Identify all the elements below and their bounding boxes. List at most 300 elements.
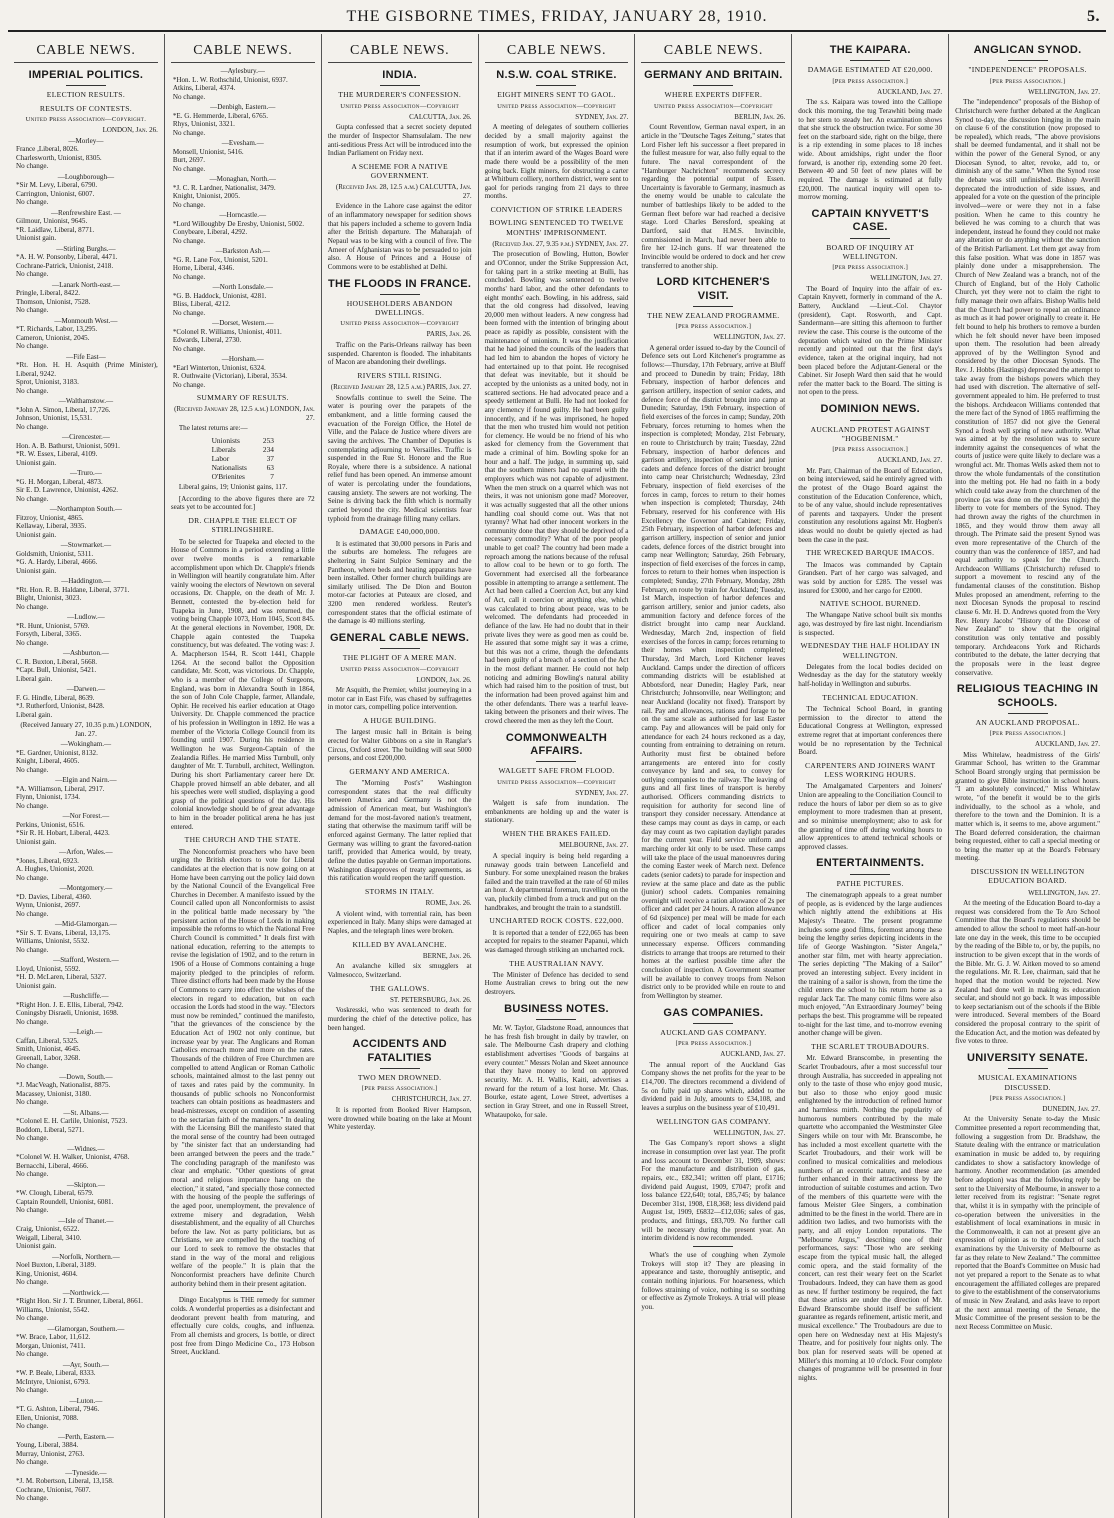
constituency-name: —Cirencester.—: [61, 433, 110, 442]
candidate-line: *G. H. Morgan, Liberal, 4873.: [16, 477, 103, 486]
seat-count: 234: [262, 445, 274, 455]
candidate-line: No change.: [16, 1350, 49, 1359]
constituency-name: —Barkston Ash.—: [215, 247, 270, 256]
candidate-line: No change.: [172, 344, 206, 353]
article-text: It is reported that a tender of £22,065 has been accepted for repairs to the steamer Papanui, which was damaged through striking an uncharted rock.: [484, 928, 629, 954]
divider: [536, 85, 576, 86]
subhead: WHERE EXPERTS DIFFER.: [664, 90, 763, 100]
candidate-line: No change.: [16, 306, 49, 315]
subhead: THE WRECKED BARQUE IMACOS.: [806, 548, 935, 558]
candidate-line: France ,Liberal, 8026.: [16, 145, 79, 154]
candidate-line: Craig, Unionist, 6522.: [16, 1225, 80, 1234]
candidate-line: No change.: [16, 1278, 49, 1287]
party-name: O'Brienites: [211, 472, 245, 482]
constituency-name: —Loughborough—: [57, 172, 115, 181]
subhead: WHEN THE BRAKES FAILED.: [502, 829, 611, 839]
candidate-line: Smith, Unionist, 4645.: [16, 1045, 81, 1054]
election-results-list: [14, 137, 158, 1503]
candidate-line: Cameron, Unionist, 2045.: [16, 333, 90, 342]
candidate-line: Sir E. D. Lawrence, Unionist, 4262.: [16, 486, 119, 495]
candidate-line: No change.: [16, 1017, 49, 1026]
constituency-name: —Haddington.—: [61, 577, 111, 586]
dateline: WELLINGTON, Jan. 27.: [713, 333, 786, 342]
constituency-name: —Darwen.—: [66, 685, 106, 694]
headline-knyvett: CAPTAIN KNYVETT'S CASE.: [811, 207, 929, 234]
dateline: WELLINGTON, Jan. 27.: [713, 1128, 786, 1137]
candidate-line: No change.: [172, 272, 206, 281]
subhead: THE PLIGHT OF A MERE MAN.: [342, 653, 457, 663]
article-text: The Minister of Defence has decided to send Home Australian crews to bring out the new destroyers.: [484, 970, 629, 997]
summary-gains: Liberal gains, 19; Unionist gains, 117.: [178, 483, 288, 492]
dateline: AUCKLAND, Jan. 27.: [877, 456, 943, 465]
press-credit: [Per Press Association.]: [361, 1085, 438, 1093]
summary-note: [According to the above figures there are 72 seats yet to be accounted for.]: [170, 494, 315, 512]
article-text: It is estimated that 30,000 persons in Paris and the suburbs are homeless. The refugees are sheltering in Saint Sulpice Seminary and the Pantheon, where beds and heating apparatus have been installed. Other former church buildings are similarly utilised. The De Dion and Bouton motor-car factories at Puteaux are closed, and 3200 men rendered workless. Reuter's correspondent states that the official estimate of the damage is 40 millions sterling.: [327, 539, 472, 626]
candidate-line: Hon. A. B. Bathurst, Unionist, 5091.: [16, 441, 120, 450]
candidate-line: Unionist gain.: [16, 837, 57, 846]
candidate-line: *W. Clough, Liberal, 6579.: [16, 1189, 94, 1198]
candidate-line: *E. G. Hemmerde, Liberal, 6765.: [172, 111, 268, 120]
article-text: The s.s. Kaipara was towed into the Calliope dock this morning, the tug Terawhiti being made to her stern to steady her. An examination shows that she struck the obstruction twice. For some 30 feet on the starboard side, right on the bilge, there is a rip extending in some places to 18 inches wide. About amidships, right under the floor forward, is another rip, extending some 20 feet. Between 40 and 50 feet of new plates will be required. The damage is estimated at fully £20,000. The nautical inquiry will open to-morrow morning.: [798, 98, 943, 202]
column-7: [949, 34, 1106, 1518]
candidate-line: Greenall, Labor, 3268.: [16, 1053, 81, 1062]
candidate-line: Ellen, Unionist, 7088.: [16, 1413, 79, 1422]
press-credit: [Per Press Association.]: [989, 1094, 1066, 1102]
candidate-line: Conybeare, Liberal, 4292.: [172, 228, 248, 237]
subhead: DISCUSSION IN WELLINGTON EDUCATION BOARD.: [970, 867, 1085, 886]
candidate-line: Charlesworth, Unionist, 8305.: [16, 153, 102, 162]
headline-germany-britain: GERMANY AND BRITAIN.: [644, 69, 783, 82]
candidate-line: A. Hughes, Unionist, 2020.: [16, 865, 94, 874]
candidate-line: *J. M. Robertson, Liberal, 13,158.: [16, 1477, 114, 1486]
summary-table: [204, 436, 282, 481]
candidate-line: Liberal gain.: [16, 674, 53, 683]
article-text: The Technical School Board, in granting permission to the director to attend the Educational Congress at Wellington, expressed extreme regret that at important conferences there would be no representation by the Technical Board.: [798, 705, 943, 757]
constituency-name: —Ludlow.—: [67, 613, 105, 622]
headline-gas-companies: GAS COMPANIES.: [663, 1006, 764, 1019]
press-credit: [Per Press Association.]: [989, 730, 1066, 738]
dateline: BERLIN, Jan. 26.: [734, 112, 786, 121]
press-credit: [Per Press Association.]: [675, 323, 752, 331]
candidate-line: *E. Gardner, Unionist, 8132.: [16, 748, 98, 757]
constituency-name: —Morley—: [68, 136, 104, 145]
dateline: AUCKLAND, Jan. 27.: [877, 87, 943, 96]
article-text: Gupta confessed that a secret society deputed the murder of Inspector Shamsulalam. The new anti-seditious Press Act will be introduced into the Indian Parliament on Friday next.: [327, 123, 472, 158]
divider: [1008, 60, 1048, 61]
divider: [380, 1068, 420, 1069]
constituency-name: —Northampton South.—: [49, 505, 122, 514]
subhead: AUCKLAND PROTEST AGAINST "HOGBENISM.": [810, 424, 930, 443]
divider: [693, 1023, 733, 1024]
candidate-line: No change.: [16, 1386, 49, 1395]
article-text: Mr Asquith, the Premier, whilst journeying in a motor car in East Fife, was chased by suffragettes in motor cars, compelling police intervention.: [327, 686, 472, 712]
candidate-line: Caffan, Liberal, 5325.: [16, 1036, 79, 1045]
press-credit: [Per Press Association.]: [675, 1040, 752, 1048]
press-credit: United Press Association—Copyright.: [25, 115, 147, 123]
subhead-church-state: THE CHURCH AND THE STATE.: [184, 835, 301, 845]
divider: [223, 1291, 263, 1292]
article-text: Traffic on the Paris-Orleans railway has been suspended. Charenton is flooded. The inhabitants of Macon are abandoning their dwellings.: [327, 341, 472, 367]
headline-kitchener: LORD KITCHENER'S VISIT.: [656, 276, 770, 302]
dateline: CHRISTCHURCH, Jan. 27.: [391, 1095, 472, 1104]
press-credit: United Press Association—Copyright: [653, 102, 773, 110]
candidate-line: Knight, Liberal, 4605.: [16, 757, 80, 766]
dateline: DUNEDIN, Jan. 27.: [1042, 1104, 1100, 1113]
candidate-line: No change.: [16, 1134, 49, 1143]
candidate-line: No change.: [16, 1494, 49, 1503]
constituency-name: —Skipton.—: [66, 1180, 105, 1189]
article-text: The "independence" proposals of the Bishop of Christchurch were further debated at the Anglican Synod to-day, the discussion hinging in the main on clause 6 of the constitution (now proposed to be repealed), which reads, "The above provisions shall be deemed fundamental, and it shall not be within the power of the General Synod, or any Diocesan Synod, to alter, revoke, add to, or diminish any of the same." When the Synod rose the debate was still unfinished. Bishop Averill deprecated the introduction of side issues, and appealed for a vote on the question of the principle involved—were or were they not in a false position. When he came to this country he believed he was coming to a church that was independent, instead he found they could not make any alteration or do anything without the sanction of the British Parliament. Let them get away from this false position. What was done in 1857 was plainly done under a misapprehension. The Church of New Zealand was a branch, not of the Church of England, but of the Holy Catholic Church, yet they were not to claim the right to fully manage their own affairs. Bishop Wallis held that the Church had power to repeal an ordinance as much as it had power originally to create it. He felt bound to help his brothers to remove a burden which he felt should never have been imposed upon them. The resolution had been already approved of by the Wellington Synod and considered by the other Diocesan Synods. The Rev. J. Hobbs (Hastings) deprecated the attempt to take away from the bishops powers which they had used with discretion. The alternative of self-government appealed to him. He preferred to trust the bishops. Archdeacon Williams contended that the mere fact of the Synod of 1865 reaffirming the constitution of 1857 did not give the General Synod a fresh well spring of new authority. What was aimed at by the resolution was to secure indemnity against the consequences of what the courts of justice were quite likely to declare was a wrongful act. Mr. Thomas Wells asked them not to throw the whole fundamentals of the constitution into the melting pot. He had no faith in a body which could take away from the churchmen of the province (as was done on the previous night) the liberty to vote for members of the Synod. They had thrown away the rights of the churchmen in 1865, and they would throw them away all through. The Primate said the present Synod was even more representative of the Church of the country than was the conference of 1857, and had equal authority to speak for the Church. Archdeacon Williams (Christchurch) refused to support a movement to rescind any of the fundamental clauses of the constitution. Bishop Mules proposed an amendment, referring to the next Diocesan Synods the proposal to rescind clause 6. Mr. H. D. Andrews quoted from the Very Rev. Henry Jacobs' "History of the Diocese of New Zealand" to show that the original constitution was only tentative and possibly temporary. Archdeacons York and Richards contributed to the debate, the latter decrying that the proposals were in the least degree conservative.: [955, 98, 1100, 677]
subhead: BOARD OF INQUIRY AT WELLINGTON.: [826, 242, 915, 261]
candidate-line: Edwards, Liberal, 2730.: [172, 336, 242, 345]
columns: [8, 34, 1106, 1518]
article-text: Delegates from the local bodies decided on Wednesday as the day for the statutory weekly half-holiday in Wellington and suburbs.: [798, 662, 943, 689]
subhead: DAMAGE ESTIMATED AT £20,000.: [807, 65, 933, 75]
column-header: CABLE NEWS.: [171, 42, 315, 63]
candidate-line: Macassey, Unionist, 3180.: [16, 1089, 92, 1098]
candidate-line: *Rt. Hon. R. B. Haldane, Liberal, 3771.: [16, 585, 130, 594]
candidate-line: Goldsmith, Unionist, 5311.: [16, 549, 94, 558]
press-credit: United Press Association—Copyright: [497, 778, 616, 786]
column-1: [8, 34, 165, 1518]
dateline: LONDON, Jan. 26.: [102, 126, 158, 135]
dateline: MELBOURNE, Jan. 27.: [559, 841, 629, 850]
subhead: NATIVE SCHOOL BURNED.: [819, 599, 921, 609]
candidate-line: Unionist gain.: [16, 1242, 57, 1251]
candidate-line: *J. Rutherford, Unionist, 8428.: [16, 702, 105, 711]
candidate-line: *Hon. L. W. Rothschild, Unionist, 6937.: [172, 75, 288, 84]
column-3: [322, 34, 479, 1518]
article-text: The Whangape Native school built six months ago, was destroyed by fire last night. Incendiarism is suspected.: [798, 611, 943, 637]
candidate-line: Unionist gain.: [16, 458, 57, 467]
constituency-name: —Tyneside.—: [65, 1468, 107, 1477]
article-text: The Amalgamated Carpenters and Joiners' Union are appealing to the Conciliation Council to reduce the hours of labor per diem so as to give employment to more tradesmen than at present, and so minimise unemployment; also to ask for the granting of time off during working hours to allow apprentices to attend technical schools or approved classes.: [798, 782, 943, 851]
divider: [850, 238, 890, 239]
column-2: [165, 34, 322, 1518]
candidate-line: Perkins, Unionist, 6516.: [16, 820, 85, 829]
article-text: At the University Senate to-day the Music Committee presented a report recommending that, following a suggestion from Dr. Bradshaw, the Statute dealing with the entrance or matriculation examination in music be added to, by requiring candidates to show a satisfactory knowledge of harmony. Another recommendation (as amended before adoption) was that the following reply be sent to the University of Melbourne, in answer to a letter received from its registrar: "Senate regret that, whilst it is in sympathy with the principle of co-operation between the universities in the establishment of local examinations in music in the Commonwealth, it can not at present give an expression of opinion as to the conduct of such examinations by the University of Melbourne as far as they relate to New Zealand." The committee reported that the Board's Committee on Music had not yet prepared a report to the Senate as to what encouragement the affiliated colleges are prepared to give to the establishment of the conservatoriums of music in New Zealand, and asks leave to report at the next annual meeting of the Senate, the Music Committee of the present session to be the next Recess Committee on Music.: [955, 1115, 1100, 1331]
article-text: It is reported from Booked River Hampson, were drowned while boating on the lake at Mount White yesterday.: [327, 1105, 472, 1132]
subhead: AUCKLAND GAS COMPANY.: [660, 1027, 767, 1037]
article-text: The annual report of the Auckland Gas Company shows the net profits for the year to be £14,700. The directors recommend a dividend of 5s on fully paid up shares which, added to the dividend paid in July, amounts to £34,108, and leaves a surplus on the business year of £10,491.: [641, 1060, 786, 1112]
candidate-line: Captain Roundell, Unionist, 6081.: [16, 1197, 114, 1206]
candidate-line: Forsyth, Liberal, 3365.: [16, 630, 82, 639]
subhead: CARPENTERS AND JOINERS WANT LESS WORKING HOURS.: [804, 760, 936, 780]
candidate-line: Murray, Unionist, 2763.: [16, 1449, 85, 1458]
candidate-line: No change.: [172, 380, 206, 389]
candidate-line: *T. Richards, Labor, 13,295.: [16, 325, 98, 334]
masthead: [8, 6, 1106, 32]
candidate-line: Burt, 2697.: [172, 156, 205, 165]
constituency-name: —St. Albans.—: [63, 1108, 109, 1117]
seat-count: 63: [266, 463, 274, 473]
subhead: THE MURDERER'S CONFESSION.: [338, 90, 462, 100]
constituency-name: —North Lonsdale.—: [212, 283, 273, 292]
subhead: WALGETT SAFE FROM FLOOD.: [498, 766, 615, 776]
candidate-line: Liberal gain.: [16, 710, 53, 719]
candidate-line: No change.: [172, 164, 206, 173]
constituency-name: —Nor Forest.—: [62, 812, 110, 821]
dateline: (Received Jan. 27, 9.35 p.m.) SYDNEY, Jan. 27.: [492, 239, 629, 248]
candidate-line: Monsell, Unionist, 5416.: [172, 147, 244, 156]
candidate-line: *R. W. Essex, Liberal, 4109.: [16, 450, 98, 459]
constituency-name: —Down, South.—: [59, 1072, 113, 1081]
seat-count: 7: [270, 472, 274, 482]
candidate-line: *T. G. Ashton, Liberal, 7946.: [16, 1405, 100, 1414]
candidate-line: *Capt. Bull, Unionist, 5421.: [16, 666, 97, 675]
divider: [850, 420, 890, 421]
subhead: A HUGE BUILDING.: [362, 716, 437, 726]
subhead: WELLINGTON GAS COMPANY.: [656, 1116, 771, 1126]
article-text: A general order issued to-day by the Council of Defence sets out Lord Kitchener's programme as follows:—Thursday, 17th February, arrive at Bluff and proceed to Dunedin by train; Friday, 18th February, inspection of harbor defences and garrison artillery, inspection of senior cadets, and defence force of the district brought into camp at Dunedin; Saturday, 19th February, inspection of field exercises of the forces in camp; Sunday, 20th February, forces returning to homes when the inspection is completed; Monday, 21st February, en route to Christchurch by train; Tuesday, 22nd February, inspection of harbor defences and garrison artillery, inspection of senior and junior cadets and defence forces of the district brought into camp near Christchurch; Wednesday, 23rd February, inspection of field exercises of the forces in camp, forces to return to their homes when inspection is completed; Thursday, 24th February, reserved for his conference with His Excellency the Governor and Cabinet; Friday, 25th February, inspection of harbor defences and garrison artillery, inspection of senior and junior cadets, defence forces of the district brought into camp near Wellington; Saturday, 26th February, inspection of field exercises of the forces in camp, forces to return to their homes when inspection is completed; Sunday, 27th February, Monday, 28th February, en route by train for Auckland; Tuesday, 1st March, inspection of harbor defences and garrison artillery, senior and junior cadets, also ammunition factory and defence forces of the district brought into camp near Auckland. Wednesday, March 2nd, inspection of field exercises of the forces in camp; forces returning to their homes when inspection completed; Thursday, 3rd March, Lord Kitchener leaves Auckland. Camps under the direction of officers commanding districts will be established at Abbotsford, near Dunedin; Hagley Park, near Christchurch; Johnsonville, near Wellington; and near Auckland (locality not fixed). Transport by rail. Pay and allowances, rations and forage to be on the same scale as authorised for last Easter camp. Pay and allowances will be paid only for attendance for each 24 hours reckoned as a day, counting from entraining to detraining on return. Authority must first be obtained before arrangements are entered into for costly conveyance by land and sea, to convey for outlying companies to the railway. The leaving of guns and all first lines of transport is hereby authorised. Officers commanding districts to requisition for authority for second line of transport they consider necessary. Attendance at these camps may count as days in camp, or each day may count as two capitation daylight parades for the current year. Field service uniform and marching order kit only to be used. These camps will take the place of the usual manoeuvres during the coming Easter week of March next. Defence cadets (senior cadets) to parade for inspection and review at the same place and date as the public (junior) school cadets. Companies remaining overnight will receive a ration allowance of 2s per officer and cadet per 24 hours. A ration allowance of 6d (sixpence) per meal will be made for each officer and cadet of local companies only requiring one or two meals at camp to save unnecessary expense. Officers commanding districts to arrange that troops are returned to their homes at the earliest possible time after the conclusion of inspection. A Government steamer will be available to convey troops from Nelson district only to be provided while en route to and from Wellington by steamer.: [641, 343, 786, 1000]
advertisement: Dingo Eucalyptus is THE remedy for summer colds. A wonderful properties as a disinfectant and deodorant prevent health from maturing, and effectually cure colds, coughs, and influenza. From all chemists and grocers, 1s bottle, or direct post free from Dingo Medicine Co., 173 Hobson Street, Auckland.: [170, 1296, 315, 1357]
constituency-name: —Walthamstow.—: [58, 397, 114, 406]
press-credit: United Press Association—Copyright: [340, 320, 459, 328]
candidate-line: No change.: [16, 1098, 49, 1107]
column-4: [479, 34, 636, 1518]
subhead: STORMS IN ITALY.: [365, 886, 435, 896]
candidate-line: *Colonel E. H. Carlile, Unionist, 7523.: [16, 1117, 128, 1126]
headline-general-cable-news: GENERAL CABLE NEWS.: [329, 631, 470, 644]
article-text: The Nonconformist preachers who have been urging the British electors to vote for Liberal candidates at the election that is now going on at Home have been carrying out the policy laid down by the National Council of the Evangelical Free Churches in December. A manifesto issued by the Council called upon all Nonconformists to assist in the political battle made necessary by "the persistent action of the House of Lords in making impossible the reforms to which the National Free Church Council is committed." It deals first with national education, referring to the attempts to revise the legislation of 1902, and to the return in 1906 of a House of Commons containing a huge majority pledged to the principles of reform. Three distinct efforts had been made by the House of Commons to carry into effect the wishes of the electors in regard to education, but on each occasion the Lords had stood in the way. "Electors must now be reminded," continued the manifesto, "that the grievances of the conscience by the Education Act of 1902 not only continue, but increase year by year. The Anglicans and Roman Catholics encroach more and more on the rates. Thousands of the children of Free Churchmen are compelled to attend Anglican or Roman Catholic schools, maintained almost to the last penny out of taxes and rates paid by the community. In thousands of public schools no Nonconformist teachers can obtain positions as headmasters and head-mistresses, except on condition of assenting to the sectarian faith of the managers." In dealing with the Licensing Bill the manifesto stated that the moral sense of the country had been outraged by "the sinister fact that an understanding had been arranged between the peers and the trade." The concluding paragraph of the manifesto was clear and emphatic. "Other questions of great moral and religious importance hang on the election," it stated, "and specially those connected with the housing of the people the sufferings of the aged poor, unemployment, the prevalence of extreme misery and degradation, Welsh disestablishment, and the equality of all Churches before the law. Not as party politicians, but as Christians, we are compelled by the teaching of our Lord to seek to remove the obstacles that stand in the way of the moral and religious welfare of the people." It is plain that the Nonconformist preachers have definite Church authority behind them in their present agitation.: [170, 847, 315, 1288]
candidate-line: Williams, Unionist, 5542.: [16, 1305, 90, 1314]
candidate-line: No change.: [16, 602, 49, 611]
article-text: The "Morning Post's" Washington correspondent states that the real difficulty between America and Germany is not the admission of American meat, but Washington's demand for the most-favored nation's treatment, stating that otherwise the maximum tariff will be enforced against Germany. The latter replied that Germany was willing to grant the favored-nation tariff, provided that America would, by treaty, define the duties payable on German importations. Washington disapproves of treaty agreements, as this ratification would reopen the tariff question.: [327, 779, 472, 883]
dateline: WELLINGTON, Jan. 27.: [1028, 87, 1100, 96]
subhead: RIVERS STILL RISING.: [357, 370, 442, 380]
constituency-name: —Denbigh, Eastern.—: [210, 103, 276, 112]
divider: [693, 85, 733, 86]
dateline: ST. PETERSBURG, Jan. 26.: [389, 995, 472, 1004]
party-name: Nationalists: [211, 463, 247, 473]
candidate-line: Kellaway, Liberal, 3935.: [16, 522, 87, 531]
subhead: DAMAGE £40,000,000.: [359, 527, 441, 537]
headline-entertainments: ENTERTAINMENTS.: [816, 857, 925, 870]
divider: [1008, 713, 1048, 714]
dateline: SYDNEY, Jan. 27.: [575, 112, 629, 121]
candidate-line: Pringle, Liberal, 8422.: [16, 289, 81, 298]
seat-count: 37: [266, 454, 274, 464]
candidate-line: Fitzroy, Unionist, 4865.: [16, 513, 84, 522]
subhead: TWO MEN DROWNED.: [357, 1073, 442, 1083]
constituency-name: —Montgomery.—: [59, 884, 113, 893]
candidate-line: Knight, Unionist, 2005.: [172, 192, 241, 201]
column-header: CABLE NEWS.: [485, 42, 629, 63]
constituency-name: —Stafford, Western.—: [53, 956, 119, 965]
dateline: PARIS, Jan. 26.: [426, 330, 472, 339]
constituency-name: —Luton.—: [69, 1396, 103, 1405]
constituency-name: —Aylesbury.—: [220, 67, 265, 76]
constituency-name: (Received January 27, 10.35 p.m.) LONDON, Jan. 27.: [20, 721, 152, 738]
constituency-name: —Evesham.—: [221, 139, 264, 148]
candidate-line: No change.: [172, 92, 206, 101]
candidate-line: Carrington, Unionist, 6007.: [16, 189, 95, 198]
dateline: AUCKLAND, Jan. 27.: [1035, 740, 1100, 749]
candidate-line: Noel Buxton, Liberal, 3189.: [16, 1261, 96, 1270]
column-header: CABLE NEWS.: [328, 42, 472, 63]
subhead: KILLED BY AVALANCHE.: [352, 939, 447, 949]
candidate-line: No change.: [16, 801, 49, 810]
candidate-line: *D. Davies, Liberal, 4360.: [16, 892, 92, 901]
candidate-line: *Right Hon. Sir J. T. Brunner, Liberal, 8661.: [16, 1297, 143, 1306]
candidate-line: *Right Hon. J. E. Ellis, Liberal, 7942.: [16, 1000, 124, 1009]
candidate-line: Bliss, Liberal, 4212.: [172, 300, 231, 309]
candidate-line: McIntyre, Unionist, 6793.: [16, 1377, 90, 1386]
constituency-name: —Arfon, Wales.—: [59, 848, 113, 857]
candidate-line: *Sir R. H. Hobart, Liberal, 4423.: [16, 829, 110, 838]
article-text: A violent wind, with torrential rain, has been experienced in Italy. Many ships were damaged at Naples, and the telegraph lines were broken.: [327, 909, 472, 935]
divider: [693, 1246, 733, 1247]
article-text: The Board of Inquiry into the affair of ex-Captain Knyvett, formerly in command of the A. Battery, Auckland —Lieut.-Col. Chaytor (president), Capt. Rosworth, and Capt. Sandermann—are sitting this afternoon to further review the case. This course is the outcome of the deputation which waited on the Prime Minister recently and pointed out that the first day's evidence, taken at the original inquiry, had not been placed before the Adjutant-General or the Cabinet. Sir Joseph Ward then said that he would refer the matter back to the Board. The sitting is not open to the press.: [798, 284, 943, 397]
headline-anglican-synod: ANGLICAN SYNOD.: [973, 44, 1082, 56]
headline-religious-teaching: RELIGIOUS TEACHING IN SCHOOLS.: [956, 683, 1099, 709]
headline-accidents: ACCIDENTS AND FATALITIES: [352, 1038, 447, 1064]
subhead-chapple: DR. CHAPPLE THE ELECT OF STIRLINGSHIRE.: [188, 516, 298, 535]
constituency-name: —Horsham.—: [221, 355, 264, 364]
subhead-summary: SUMMARY OF RESULTS.: [196, 393, 289, 403]
column-header: CABLE NEWS.: [641, 42, 785, 63]
constituency-name: —Mid-Glamorgan.—: [54, 920, 117, 929]
constituency-name: —Renfrewshire East. —: [50, 208, 121, 217]
headline-kaipara: THE KAIPARA.: [829, 44, 911, 56]
candidate-line: *H. D. McLaren, Liberal, 5327.: [16, 973, 107, 982]
constituency-name: —Truro.—: [69, 469, 102, 478]
candidate-line: No change.: [16, 1458, 49, 1467]
candidate-line: No change.: [172, 200, 206, 209]
candidate-line: No change.: [16, 1206, 49, 1215]
article-text: Miss Whitelaw, headmistress of the Girls' Grammar School, has written to the Grammar School Board strongly urging that permission be granted to give Bible instruction in school hours. "I am absolutely convinced," Miss Whitelaw wrote, "of the benefit it would be to the girls individually, to the school as a whole, and therefore to the town and the Dominion. It is a matter which is, it seems to me, above argument." The Board deferred consideration, the chairman being requested, either to call a special meeting or to bring the matter up at the Board's February meeting.: [955, 750, 1100, 863]
candidate-line: *Lord Willoughby De Eresby, Unionist, 5002.: [172, 219, 304, 228]
candidate-line: No change.: [16, 386, 49, 395]
constituency-name: —Widnes.—: [67, 1144, 105, 1153]
article-text: The Imacos was commanded by Captain Grandsen. Part of her cargo was salvaged, and was sold by auction for £285. The vessel was insured for £3000, and her cargo for £2000.: [798, 560, 943, 595]
candidate-line: Williams, Unionist, 5532.: [16, 937, 90, 946]
seat-count: 253: [262, 436, 274, 446]
constituency-name: —Northwick.—: [62, 1288, 110, 1297]
candidate-line: *John A. Simon, Liberal, 17,726.: [16, 405, 111, 414]
candidate-line: No change.: [16, 1314, 49, 1323]
candidate-line: No change.: [16, 198, 49, 207]
subhead: TECHNICAL EDUCATION.: [822, 692, 919, 702]
candidate-line: Cochrane, Unionist, 7607.: [16, 1485, 91, 1494]
divider: [536, 1019, 576, 1020]
constituency-name: —Leigh.—: [69, 1028, 103, 1037]
subhead: "INDEPENDENCE" PROPOSALS.: [968, 65, 1087, 75]
constituency-name: —Fife East—: [66, 352, 106, 361]
candidate-line: Coningsby Disraeli, Unionist, 1698.: [16, 1009, 119, 1018]
divider: [1008, 1068, 1048, 1069]
article-text: Mr. Edward Branscombe, in presenting the Scarlet Troubadours, after a most successful tour through Australia, has succeeded in appealing not only to the taste of those who enjoy good music, but also to those who enjoy good music enlightened by the introduction of refined humor and harmless mirth. Nothing the popularity of humorous numbers contributed by the male quartette who accompanied the Westminster Glee Singers while on tour with Mr. Branscombe, he has included a most excellent quartette with the Scarlet Troubadours, and their work will be confined to musical comicalities and melodious numbers of an eccentric nature, and these are further enhanced in their attractiveness by the introduction of suitable costumes and action. Two of the members of this quartette were with the famous Meister Glee Singers, a combination admitted to be the finest in the world. There are in addition two ladies, and two humorists with the party, and all enjoy London reputations. The "Melbourne Argus," describing one of their performances, says: "Those who are seeking escape from the typical music hall, the alleged comic opera, and the staid formality of the concert, can rest their weary feet on the Scarlet Troubadours. Indeed, they can have them as good as new. If further testimony be required, the fact that these artists are under the direction of Mr. Edward Branscombe should itself be sufficient guarantee as regards refinement, artistic merit, and musical excellence." The Troubadours are due to open here on Wednesday next at His Majesty's Theatre, and for positively four nights only. The box plan for reserved seats will be opened at Miller's this morning at 10 o'clock. Four complete changes of programme will be presented in four nights.: [798, 1054, 943, 1382]
candidate-line: Sprot, Unionist, 3183.: [16, 378, 79, 387]
press-credit: [Per Press Association.]: [832, 77, 909, 85]
divider: [380, 85, 420, 86]
candidate-line: Unionist gain.: [16, 566, 57, 575]
party-name: Liberals: [211, 445, 236, 455]
candidate-line: *Rt. Hon. H. H. Asquith (Prime Minister), Liberal, 9242.: [16, 361, 158, 378]
candidate-line: Thomson, Unionist, 7528.: [16, 297, 91, 306]
divider: [380, 294, 420, 295]
dateline: (Received January 28, 12.5 a.m.) PARIS, Jan. 27.: [330, 383, 472, 392]
column-5: [635, 34, 792, 1518]
candidate-line: *J. C. R. Lardner, Nationalist, 3479.: [172, 183, 276, 192]
press-credit: [Per Press Association.]: [832, 264, 909, 272]
candidate-line: Rhys, Unionist, 3321.: [172, 120, 235, 129]
press-credit: United Press Association—Copyright: [340, 102, 459, 110]
divider: [536, 761, 576, 762]
party-name: Unionists: [211, 436, 240, 446]
party-name: Labor: [211, 454, 230, 464]
dateline: SYDNEY, Jan. 27.: [575, 788, 629, 797]
subhead: THE AUSTRALIAN NAVY.: [509, 958, 604, 968]
press-credit: United Press Association—Copyright: [340, 665, 459, 673]
candidate-line: *J. MacVeagh, Nationalist, 8875.: [16, 1081, 111, 1090]
election-results-list: [171, 67, 315, 389]
summary-row: [204, 445, 282, 454]
constituency-name: —Stowmarket.—: [60, 541, 112, 550]
constituency-name: —Ayr, South.—: [62, 1360, 109, 1369]
subhead-election-results: ELECTION RESULTS.: [46, 90, 126, 100]
candidate-line: *W. P. Beale, Liberal, 8333.: [16, 1369, 96, 1378]
candidate-line: No change.: [16, 422, 49, 431]
article-text: A meeting of delegates of southern collieries decided by a small majority against the resumption of work, but expressed the opinion that if an interim award of the Wages Board were made there would be a possibility of the men going back. Eight miners, for obstructing a carter at Whitburn colliery, northern district, were sent to gaol for periods ranging from 21 days to three months.: [484, 123, 629, 201]
candidate-line: Morgan, Unionist, 7411.: [16, 1341, 86, 1350]
article-text: An avalanche killed six smugglers at Valmesocco, Switzerland.: [327, 962, 472, 979]
candidate-line: Atkins, Liberal, 4374.: [172, 84, 236, 93]
article-text: Mr. Parr, Chairman of the Board of Education, on being interviewed, said he entirely agreed with the protest of the Otago Board against the constitution of the Education Conference, which, to be of any value, should include representatives of parents and taxpayers. Under the present constitution any resolutions against Mr. Hogben's ideas would no doubt be quietly ejected as had been the case in the past.: [798, 466, 943, 544]
constituency-name: —Dorset, Western.—: [212, 319, 274, 328]
candidate-line: No change.: [16, 638, 49, 647]
candidate-line: No change.: [16, 270, 49, 279]
summary-row: [204, 472, 282, 481]
candidate-line: No change.: [16, 873, 49, 882]
subhead: WEDNESDAY THE HALF HOLIDAY IN WELLINGTON.: [800, 641, 940, 660]
subhead-results-of-contests: RESULTS OF CONTESTS.: [39, 103, 132, 113]
article-text: The largest music hall in Britain is being erected for Walter Gibbons on a site in Ranglar's Circus, Oxford street. The building will seat 5000 persons, and cost £200,000.: [327, 728, 472, 763]
candidate-line: *G. R. Lane Fox, Unionist, 5201.: [172, 255, 268, 264]
subhead: GERMANY AND AMERICA.: [349, 766, 450, 776]
candidate-line: No change.: [172, 236, 206, 245]
headline-india: INDIA.: [382, 69, 418, 82]
candidate-line: King, Unionist, 4604.: [16, 1269, 78, 1278]
article-text: Walgett is safe from inundation. The embankments are holding up and the water is stationary.: [484, 799, 629, 825]
article-text: A special inquiry is being held regarding a runaway goods train between Lancefield and Sunbury. For some unexplained reason the brakes failed and the train travelled at the rate of 60 miles an hour. A departmental foreman, travelling on the van, pluckily climbed from a truck and put on the handbrakes, and brought the train to a standstill.: [484, 851, 629, 912]
constituency-name: —Monmouth West.—: [54, 316, 118, 325]
candidate-line: C. R. Buxton, Liberal, 5668.: [16, 657, 97, 666]
candidate-line: *R. Hunt, Unionist, 5769.: [16, 621, 90, 630]
dateline: (Received Jan. 28, 12.5 a.m.) CALCUTTA, Jan. 27.: [335, 183, 472, 200]
divider: [380, 648, 420, 649]
candidate-line: *Earl Winterton, Unionist, 6324.: [172, 363, 266, 372]
subhead: PATHE PICTURES.: [836, 878, 904, 888]
candidate-line: Horne, Liberal, 4346.: [172, 264, 235, 273]
constituency-name: —Isle of Thanet.—: [58, 1216, 114, 1225]
dateline: WELLINGTON, Jan. 27.: [870, 274, 943, 283]
summary-intro: The latest returns are:—: [178, 424, 248, 433]
candidate-line: No change.: [16, 1422, 49, 1431]
article-text: Count Reventlow, German naval expert, in an article in the "Deutsche Tages Zeitung," states that Lord Fisher left his successor a fleet prepared in the fullest measure for war, also fully equal to the future. The naval correspondent of the "Hamburger Nachrichten" recommends secrecy regarding the potential output of Essen. Uncertainty is favorable to Germany, inasmuch as the enemy would be unable to calculate the number of battleships likely to be added to the German fleet before war had reached a decisive stage. Lord Charles Beresford, speaking at Dartford, said that H.M.S. Invincible, commissioned in March, had never been able to fire her 12-inch guns. If war threatened the Invincible would be ordered to dock and her crew transferred to another ship.: [641, 123, 786, 270]
headline-university-senate: UNIVERSITY SENATE.: [967, 1052, 1089, 1065]
divider: [66, 85, 106, 86]
candidate-line: *Colonel R. Williams, Unionist, 4011.: [172, 327, 282, 336]
subhead: UNCHARTED ROCK COSTS. £22,000.: [489, 916, 624, 926]
candidate-line: Unionist gain.: [16, 530, 57, 539]
constituency-name: —Monaghan, North.—: [209, 175, 276, 184]
candidate-line: *Colonel W. H. Walker, Unionist, 4768.: [16, 1153, 130, 1162]
subhead: THE GALLOWS.: [369, 983, 430, 993]
candidate-line: *W. Brace, Labor, 11,612.: [16, 1333, 91, 1342]
article-text: At the meeting of the Education Board to-day a request was considered from the Te Aro School Committee that the Board's regulations should be amended to allow the school to meet half-an-hour late one day in the week, this time to be occupied by the reading of the Bible to, or by, the pupils, no instruction to be given except that in the words of the Bible. Mr. G. J. W. Aitken moved to so amend the regulations. Mr. R. Lee, chairman, said that he hoped that the motion would be rejected. New Zealand had done well in making its education secular, and should not go back. It was impossible to keep sectarianism out of the schools if the Bible were introduced. Several members of the Board considered the proposal contrary to the spirit of the Education Act, and the motion was defeated by five votes to three.: [955, 899, 1100, 1046]
divider: [693, 306, 733, 307]
